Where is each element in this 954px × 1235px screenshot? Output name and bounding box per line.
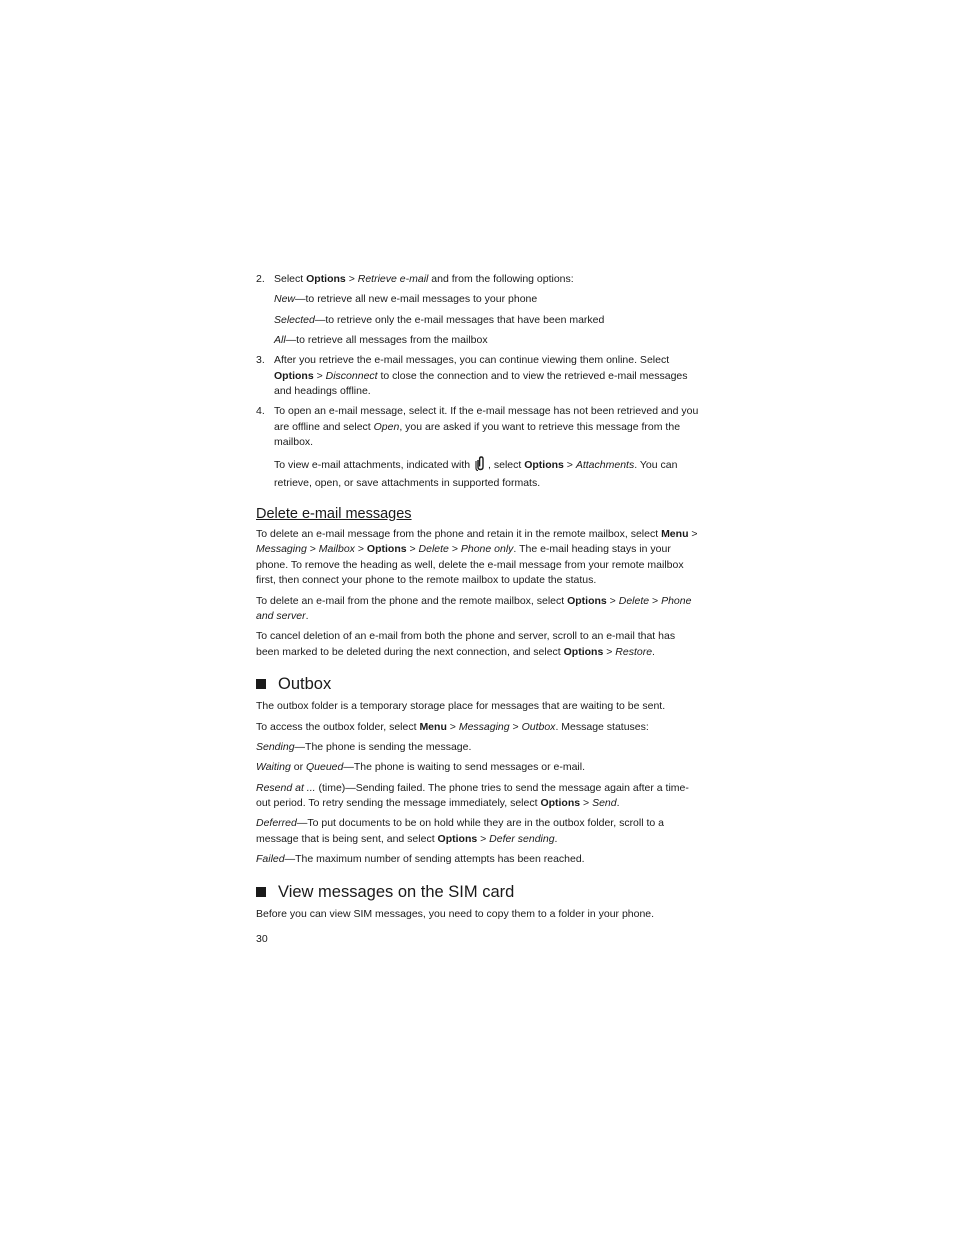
page-number: 30 <box>256 933 268 946</box>
step-2: 2. Select Options > Retrieve e-mail and from the following options: <box>256 272 700 288</box>
manual-page <box>256 272 700 952</box>
delete-paragraph-3: To cancel deletion of an e-mail from both the phone and server, scroll to an e-mail that has been marked to be deleted during the next connection, and select Options > Restore. <box>256 630 676 658</box>
status-deferred: Deferred—To put documents to be on hold while they are in the outbox folder, scroll to a message that is being sent, and select Options > Defer sending. <box>256 817 664 845</box>
delete-paragraph-1: To delete an e-mail message from the phone and retain it in the remote mailbox, select Menu > Messaging > Mailbox > Options > Delete > Phone only. The e-mail heading stays in your phone. To remove the heading as well, delete the e-mail message from your remote mailbox first, then connect your phone to the remote mailbox to update the status. <box>256 527 698 587</box>
paperclip-icon <box>475 456 486 477</box>
sim-heading: View messages on the SIM card <box>256 882 700 902</box>
status-resend: Resend at ... (time)—Sending failed. The phone tries to send the message again after a time-out period. To retry sending the message immediately, select Options > Send. <box>256 781 689 810</box>
delete-email-heading: Delete e-mail messages <box>256 505 412 522</box>
outbox-paragraph-2: To access the outbox folder, select Menu > Messaging > Outbox. Message statuses: <box>256 720 649 733</box>
status-waiting: Waiting or Queued—The phone is waiting to send messages or e-mail. <box>256 761 585 774</box>
option-all: All—to retrieve all messages from the mailbox <box>274 333 488 346</box>
outbox-paragraph-1: The outbox folder is a temporary storage place for messages that are waiting to be sent. <box>256 700 666 713</box>
sim-paragraph: Before you can view SIM messages, you need to copy them to a folder in your phone. <box>256 907 655 920</box>
outbox-heading: Outbox <box>256 674 700 694</box>
square-bullet-icon <box>256 887 266 897</box>
option-new: New—to retrieve all new e-mail messages to your phone <box>274 293 538 306</box>
option-selected: Selected—to retrieve only the e-mail messages that have been marked <box>274 313 605 326</box>
step-number: 4. <box>256 405 265 418</box>
step-4: 4. To open an e-mail message, select it. If the e-mail message has not been retrieved and you are offline and select Open, you are asked if you want to retrieve this message from the mailbox. <box>256 405 699 449</box>
step-number: 3. <box>256 354 265 367</box>
step-3: 3. After you retrieve the e-mail messages, you can continue viewing them online. Select Options > Disconnect to close the connection and to view the retrieved e-mail messages and headings offline. <box>256 354 688 398</box>
delete-paragraph-2: To delete an e-mail from the phone and the remote mailbox, select Options > Delete > Phone and server. <box>256 594 692 623</box>
status-sending: Sending—The phone is sending the message. <box>256 740 472 753</box>
attachments-paragraph: To view e-mail attachments, indicated with , select Options > Attachments. You can retrieve, open, or save attachments in supported formats. <box>256 456 700 492</box>
square-bullet-icon <box>256 679 266 689</box>
step-number: 2. <box>256 273 265 285</box>
status-failed: Failed—The maximum number of sending attempts has been reached. <box>256 853 585 866</box>
